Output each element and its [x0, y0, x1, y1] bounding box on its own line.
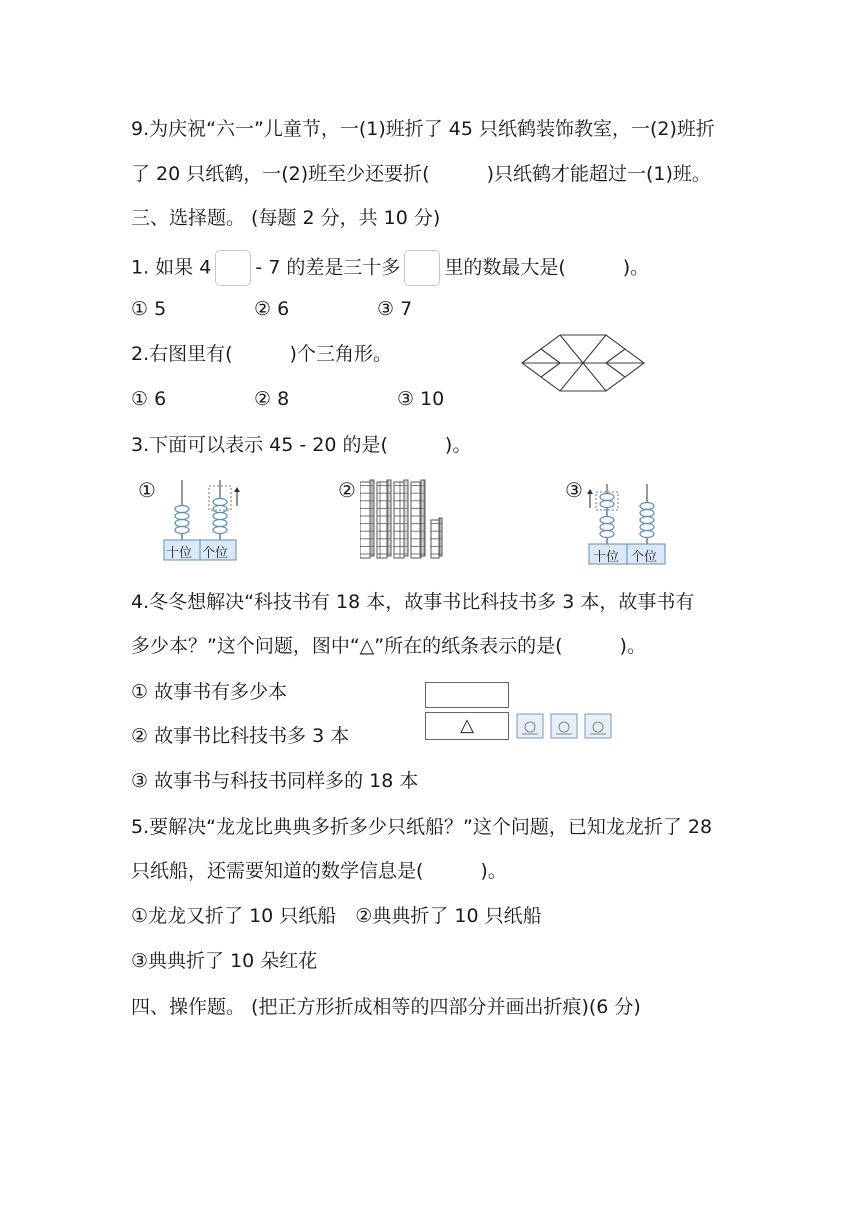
c3-option-2-blocks: [338, 478, 458, 564]
c1-option-1: ① 5: [131, 298, 167, 320]
section3-heading: 三、选择题。 (每题 2 分，共 10 分): [131, 207, 441, 229]
c1-blank-box-1: [215, 250, 251, 286]
c3-option-3-abacus: [565, 478, 675, 568]
c5-line-2: 只纸船，还需要知道的数学信息是( )。: [131, 860, 507, 882]
abacus-1-tens-label: 十位: [166, 546, 193, 561]
c4-line-2: 多少本？”这个问题，图中“△”所在的纸条表示的是( )。: [131, 635, 646, 657]
abacus-1-ones-label: 个位: [202, 546, 229, 561]
c3-option-1-abacus: [138, 478, 248, 564]
c2-option-1: ① 6: [131, 388, 167, 410]
c4-line-1: 4.冬冬想解决“科技书有 18 本，故事书比科技书多 3 本，故事书有: [131, 591, 695, 613]
section4-heading: 四、操作题。 (把正方形折成相等的四部分并画出折痕)(6 分): [131, 996, 641, 1018]
abacus-3-ones-label: 个位: [631, 550, 658, 565]
c1-question: [131, 250, 649, 286]
c2-option-2: ② 8: [254, 388, 290, 410]
c3-marker-2: ②: [338, 478, 356, 502]
c4-option-2: ② 故事书比科技书多 3 本: [131, 725, 350, 747]
c4-option-1: ① 故事书有多少本: [131, 681, 288, 703]
c1-prefix: 1. 如果 4: [131, 256, 212, 279]
abacus-3-tens-label: 十位: [593, 550, 620, 565]
q9-line-2: 了 20 只纸鹤，一(2)班至少还要折( )只纸鹤才能超过一(1)班。: [131, 163, 711, 185]
triangle-figure: [520, 333, 646, 393]
triangle-icon: △: [460, 715, 474, 736]
c2-question: 2.右图里有( )个三角形。: [131, 343, 392, 365]
c3-question: 3.下面可以表示 45 - 20 的是( )。: [131, 434, 472, 456]
c5-options-line-1: ①龙龙又折了 10 只纸船 ②典典折了 10 只纸船: [131, 905, 542, 927]
c1-option-3: ③ 7: [377, 298, 413, 320]
q9-line-1: 9.为庆祝“六一”儿童节，一(1)班折了 45 只纸鹤装饰教室，一(2)班折: [131, 118, 715, 140]
c1-option-2: ② 6: [254, 298, 290, 320]
c4-strip-science: [425, 682, 509, 708]
c3-marker-1: ①: [138, 478, 156, 502]
c5-options-line-2: ③典典折了 10 朵红花: [131, 950, 318, 972]
c3-marker-3: ③: [565, 478, 583, 502]
c2-option-3: ③ 10: [397, 388, 445, 410]
c4-strip-story: [425, 712, 509, 740]
book-icons: [516, 712, 612, 740]
c4-option-3: ③ 故事书与科技书同样多的 18 本: [131, 770, 419, 792]
blocks-drawing: [360, 478, 450, 562]
c1-blank-box-2: [404, 250, 440, 286]
c1-middle: - 7 的差是三十多: [255, 256, 401, 279]
c1-suffix: 里的数最大是( )。: [444, 256, 650, 279]
c5-line-1: 5.要解决“龙龙比典典多折多少只纸船？”这个问题，已知龙龙折了 28: [131, 816, 713, 838]
